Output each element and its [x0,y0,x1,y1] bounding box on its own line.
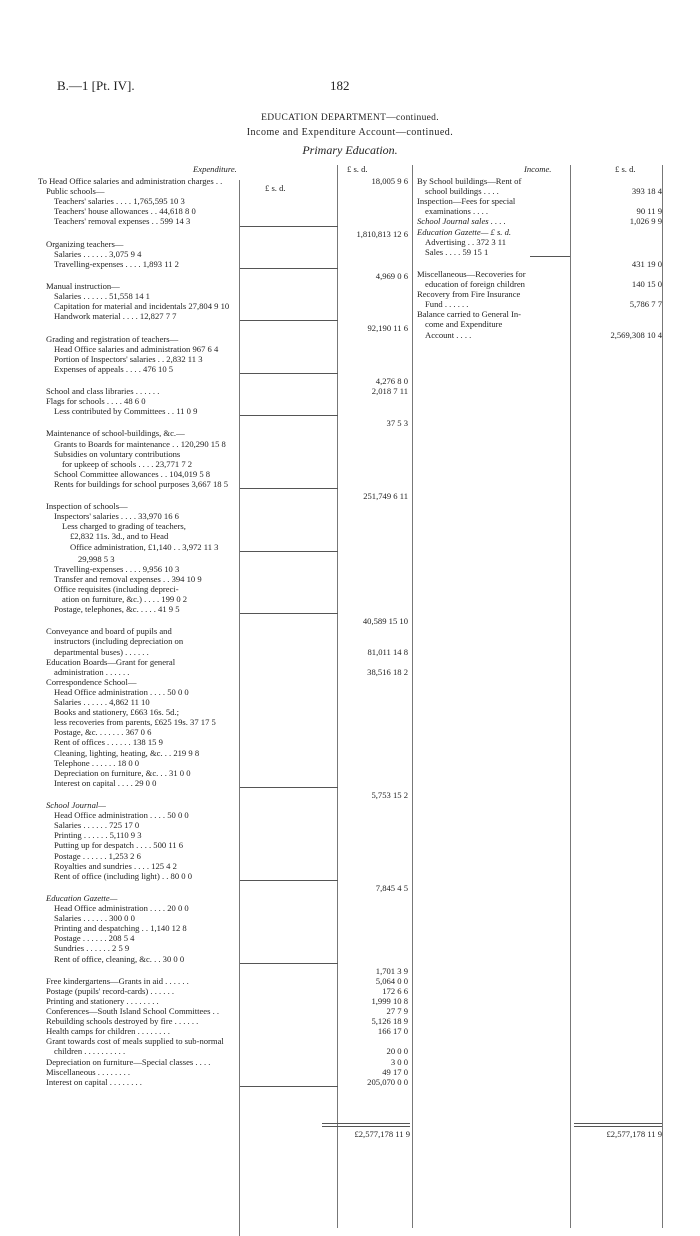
subtotal-rule [240,226,338,227]
line-amount: 5,786 7 7 [629,299,662,310]
subtotal-rule [240,373,338,374]
line-label: Transfer and removal expenses . . 394 10 9 [54,573,202,584]
subtotal-rule [240,320,338,321]
line-amount: 205,070 0 0 [367,1076,408,1087]
line-label: examinations . . . . [425,206,489,217]
line-label: less recoveries from parents, £625 19s. 37 17 5 [54,717,216,728]
line-label: children . . . . . . . . . . [54,1046,126,1057]
line-label: By School buildings—Rent of [417,176,522,186]
line-label: Depreciation on furniture, &c. . . 31 0 0 [54,767,191,778]
line-label: Printing . . . . . . 5,110 9 3 [54,830,142,841]
line-label: Organizing teachers— [46,238,124,249]
line-label: come and Expenditure [425,319,503,330]
line-label: Postage . . . . . . 208 5 4 [54,933,135,944]
line-label: Correspondence School— [46,676,137,687]
line-label: School Journal— [46,800,106,810]
line-label: Sundries . . . . . . 2 5 9 [54,943,130,954]
line-amount: 90 11 9 [636,206,662,217]
line-label: instructors (including depreciation on [54,636,184,647]
subtotal-rule [240,613,338,614]
subtotal-rule [240,488,338,489]
line-amount: 38,516 18 2 [367,666,408,677]
line-label: Printing and stationery . . . . . . . . [46,995,159,1006]
line-amount: 40,589 15 10 [362,616,408,627]
line-label: Putting up for despatch . . . . 500 11 6 [54,840,184,851]
line-label: Teachers' salaries . . . . 1,765,595 10 3 [54,196,185,207]
line-amount: 1,701 3 9 [375,965,408,976]
expenditure-heading: Expenditure. [193,164,237,174]
subtotal-rule [240,268,338,269]
subtotal-rule [240,1086,338,1087]
line-label: for upkeep of schools . . . . 23,771 7 2 [62,458,193,469]
line-amount: 2,018 7 11 [371,386,408,396]
line-label: Interest on capital . . . . . . . . [46,1076,142,1087]
income-total: £2,577,178 11 9 [606,1129,662,1139]
line-label: Flags for schools . . . . 48 6 0 [46,396,146,407]
line-label: departmental buses) . . . . . . [54,646,149,657]
line-label: Head Office administration . . . . 50 0 0 [54,686,189,697]
line-amount: 27 7 9 [386,1006,408,1016]
line-label: Printing and despatching . . 1,140 12 8 [54,923,187,934]
line-amount: 1,999 10 8 [371,995,408,1006]
line-label: School Journal sales . . . . [417,216,506,227]
line-label: Travelling-expenses . . . . 9,956 10 3 [54,563,180,574]
line-label: Subsidies on voluntary contributions [54,448,181,459]
line-amount: 172 6 6 [382,985,408,996]
line-amount: 140 15 0 [631,279,662,289]
line-label: Salaries . . . . . . 725 17 0 [54,820,140,831]
line-label: £2,832 11s. 3d., and to Head [70,531,169,542]
line-label: Travelling-expenses . . . . 1,893 11 2 [54,258,179,269]
line-amount: 251,749 6 11 [363,491,408,501]
line-amount: 4,276 8 0 [375,375,408,386]
line-label: Postage, telephones, &c. . . . . 41 9 5 [54,604,180,615]
line-label: Conferences—South Island School Committees . . [46,1006,220,1016]
line-amount: 5,064 0 0 [375,975,408,986]
line-label: school buildings . . . . [425,186,499,197]
page-title: EDUCATION DEPARTMENT—continued. [261,113,439,123]
line-amount: 3 0 0 [390,1056,408,1067]
line-label: Postage (pupils' record-cards) . . . . . . [46,985,175,996]
subtotal-rule [240,880,338,881]
line-amount: 1,026 9 9 [629,216,662,227]
line-label: Rents for buildings for school purposes 3,667 18 5 [54,478,229,489]
line-label: Grants to Boards for maintenance . . 120,290 15 8 [54,438,226,449]
line-amount: 92,190 11 6 [367,323,408,334]
expenditure-total: £2,577,178 11 9 [354,1129,410,1139]
line-label: Rebuilding schools destroyed by fire . . . . . . [46,1016,199,1027]
line-label: Less charged to grading of teachers, [62,521,186,532]
line-amount: 1,810,813 12 6 [356,228,408,239]
line-label: School Committee allowances . . 104,019 5 8 [54,468,211,479]
line-label: Education Boards—Grant for general [46,656,176,667]
line-label: Manual instruction— [46,281,120,291]
line-label: administration . . . . . . [54,666,130,677]
line-amount: 166 17 0 [377,1026,408,1037]
line-label: Rent of office, cleaning, &c. . . 30 0 0 [54,953,185,964]
line-label: Grading and registration of teachers— [46,333,179,344]
subtotal-rule [240,787,338,788]
expenditure-lsd-heading: £ s. d. [347,164,368,174]
line-amount: 37 5 3 [386,418,408,429]
line-label: Advertising . . 372 3 11 [425,236,507,247]
line-label: Salaries . . . . . . 4,862 11 10 [54,697,150,707]
line-label: School and class libraries . . . . . . [46,386,160,396]
line-label: Balance carried to General In- [417,309,522,320]
line-label: education of foreign children [425,279,525,289]
line-label: Head Office salaries and administration 967 6 4 [54,343,219,354]
line-amount: 2,569,308 10 4 [610,329,662,340]
line-label: Miscellaneous—Recoveries for [417,268,526,279]
line-label: Inspection—Fees for special [417,196,516,207]
line-label: ation on furniture, &c.) . . . . 199 0 2 [62,594,188,604]
line-label: Inspectors' salaries . . . . 33,970 16 6 [54,511,179,522]
line-amount: 4,969 0 6 [375,270,408,281]
line-label: Public schools— [46,186,105,197]
line-label: Teachers' house allowances . . 44,618 8 0 [54,206,196,217]
line-label: Free kindergartens—Grants in aid . . . . . . [46,975,189,986]
line-label: Rent of office (including light) . . 80 0 0 [54,870,193,881]
line-label: Office administration, £1,140 . . 3,972 11 3 [70,541,219,552]
line-label: Less contributed by Committees . . 11 0 9 [54,406,198,417]
line-label: Handwork material . . . . 12,827 7 7 [54,311,177,322]
income-lsd-heading: £ s. d. [615,164,636,174]
section-heading: Primary Education. [302,143,398,157]
line-label: Postage, &c. . . . . . . 367 0 6 [54,727,152,738]
report-code: B.—1 [Pt. IV]. [57,78,135,93]
line-label: Sales . . . . 59 15 1 [425,246,489,257]
line-label: Account . . . . [425,329,472,340]
line-label: Health camps for children . . . . . . . . [46,1026,170,1037]
line-label: Cleaning, lighting, heating, &c. . . 219 9 8 [54,747,200,758]
line-amount: 5,126 18 9 [371,1016,408,1027]
line-label: Telephone . . . . . . 18 0 0 [54,757,140,768]
line-label: Interest on capital . . . . 29 0 0 [54,777,157,788]
line-label: Maintenance of school-buildings, &c.— [46,428,185,439]
line-label: Expenses of appeals . . . . 476 10 5 [54,363,174,374]
subtotal-rule [240,415,338,416]
line-label: Education Gazette— £ s. d. [417,226,512,237]
line-label: Head Office administration . . . . 50 0 0 [54,810,189,821]
line-amount: 49 17 0 [382,1066,408,1077]
income-heading: Income. [524,164,552,174]
line-label: Capitation for material and incidentals 27,804 9 10 [54,301,230,312]
line-label: Portion of Inspectors' salaries . . 2,832 11 3 [54,353,203,364]
line-label: To Head Office salaries and administration charges . . [38,176,223,186]
line-label: Postage . . . . . . 1,253 2 6 [54,850,141,861]
page-number: 182 [330,78,350,93]
line-amount: 393 18 4 [631,186,662,197]
line-label: Grant towards cost of meals supplied to sub-normal [46,1036,224,1047]
line-amount: 18,005 9 6 [371,176,408,186]
page-subtitle: Income and Expenditure Account—continued. [246,127,454,138]
line-label: Royalties and sundries . . . . 125 4 2 [54,860,177,871]
line-label: Teachers' removal expenses . . 599 14 3 [54,216,191,227]
line-amount: 20 0 0 [386,1046,408,1057]
line-label: Inspection of schools— [46,501,128,512]
line-label: Recovery from Fire Insurance [417,289,521,300]
line-amount: 5,753 15 2 [371,789,408,800]
line-label: 29,998 5 3 [78,553,115,564]
line-label: Rent of offices . . . . . . 138 15 9 [54,737,163,748]
line-label: Salaries . . . . . . 51,558 14 1 [54,291,150,302]
line-label: Office requisites (including depreci- [54,583,179,594]
line-label: Miscellaneous . . . . . . . . [46,1066,131,1077]
line-label: Salaries . . . . . . 300 0 0 [54,913,135,924]
line-label: Conveyance and board of pupils and [46,626,172,637]
line-label: Head Office administration . . . . 20 0 0 [54,903,189,913]
subtotal-rule [240,551,338,552]
line-label: Books and stationery, £663 16s. 5d.; [54,707,179,718]
line-label: Fund . . . . . . [425,299,469,310]
line-label: Depreciation on furniture—Special classes . . . . [46,1056,211,1067]
line-amount: 81,011 14 8 [367,646,408,657]
line-label: Salaries . . . . . . 3,075 9 4 [54,248,142,259]
inner-lsd-heading: £ s. d. [265,183,286,193]
subtotal-rule [240,963,338,964]
subtotal-rule [530,256,570,257]
line-label: Education Gazette— [46,892,118,903]
line-amount: 431 19 0 [631,258,662,269]
line-amount: 7,845 4 5 [375,882,408,893]
